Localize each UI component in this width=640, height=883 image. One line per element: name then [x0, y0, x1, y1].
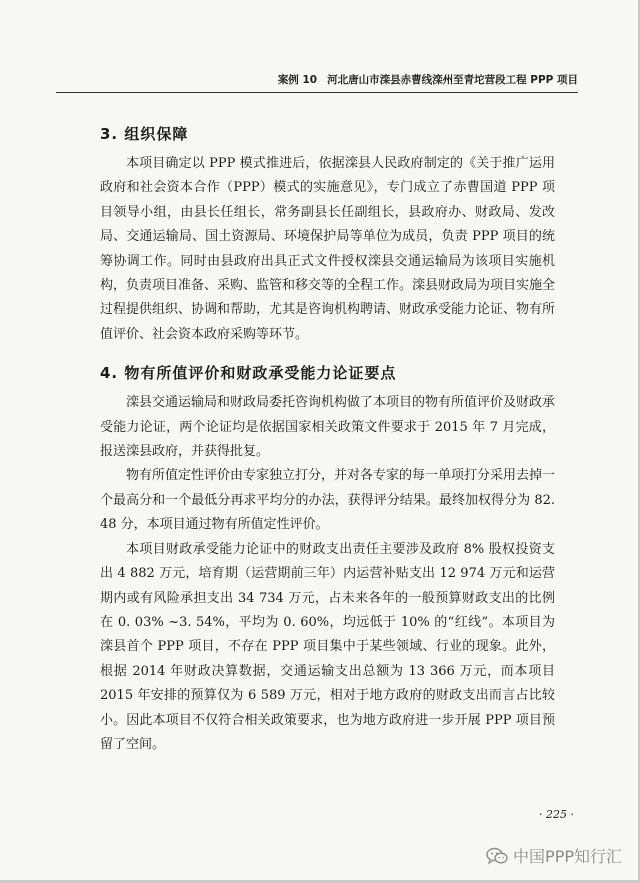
- watermark: [486, 844, 622, 867]
- paragraph: 滦县交通运输局和财政局委托咨询机构做了本项目的物有所值评价及财政承受能力论证，两个论证均是依据国家相关政策文件要求于 2015 年 7 月完成，报送滦县政府，并获得批复。: [100, 395, 556, 460]
- wechat-icon: [486, 847, 508, 865]
- section-heading-value-for-money: 4. 物有所值评价和财政承受能力论证要点: [100, 364, 397, 383]
- case-number: 案例 10: [277, 74, 318, 86]
- section-heading-organization: 3. 组织保障: [100, 125, 189, 143]
- paragraph: 本项目财政承受能力论证中的财政支出责任主要涉及政府 8% 股权投资支出 4 882 万元，培育期（运营期前三年）内运营补贴支出 12 974 万元和运营期内或有风险承担支出 34 734 万元，占未来各年的一般预算财政支出的比例在 0. 03% ~3. 54%，平均为 0. 60%，均远低于 10% 的“红线”。本项目为滦县首个 PPP 项目，不存在 PPP 项目集中于某些领域、行业的现象。此外，根据 2014 年财政决算数据，交通运输支出总额为 13 366 万元，而本项目 2015 年安排的预算仅为 6 589 万元，相对于地方政府的财政支出而言占比较小。因此本项目不仅符合相关政策要求，也为地方政府进一步开展 PPP 项目预留了空间。: [100, 541, 555, 752]
- paragraph: 本项目确定以 PPP 模式推进后，依据滦县人民政府制定的《关于推广运用政府和社会资本合作（PPP）模式的实施意见》，专门成立了赤曹国道 PPP 项目领导小组，由县长任组长，常务副县长任副组长，县政府办、财政局、发改局、交通运输局、国土资源局、环境保护局等单位为成员，负责 PPP 项目的统筹协调工作。同时由县政府出具正式文件授权滦县交通运输局为该项目实施机构，负责项目准备、采购、监管和移交等的全程工作。滦县财政局为项目实施全过程提供组织、协调和帮助，尤其是咨询机构聘请、财政承受能力论证、物有所值评价、社会资本政府采购等环节。: [100, 156, 556, 342]
- watermark-text: 中国PPP知行汇: [513, 847, 622, 866]
- header-rule: [56, 92, 578, 93]
- page-number: · 225 ·: [539, 808, 574, 821]
- running-header: [278, 72, 578, 87]
- page-body: [100, 112, 555, 757]
- paragraph: 物有所值定性评价由专家独立打分，并对各专家的每一单项打分采用去掉一个最高分和一个最低分再求平均分的办法，获得评分结果。最终加权得分为 82. 48 分，本项目通过物有所值定性评价。: [100, 468, 556, 533]
- case-title: 河北唐山市滦县赤曹线滦州至青坨营段工程 PPP 项目: [327, 74, 578, 86]
